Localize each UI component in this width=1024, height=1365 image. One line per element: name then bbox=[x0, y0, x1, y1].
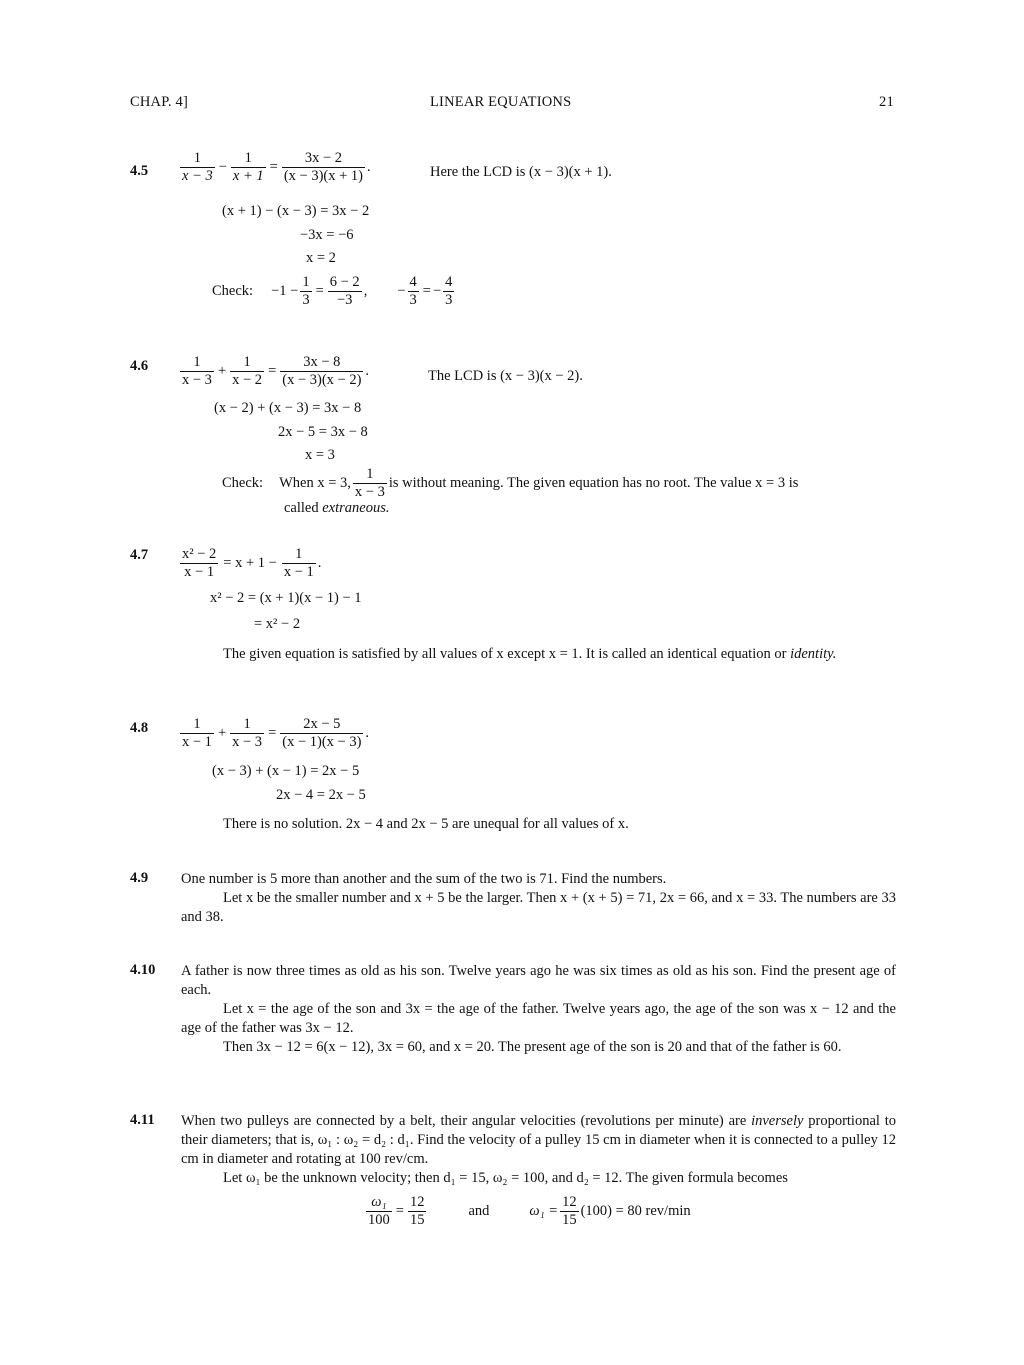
equation-4-7: $\frac{\text{x² − 2}}{x - 1}$ = x + 1 − $\frac{1}{x - 1}$ . bbox=[182, 546, 322, 580]
step-line: = x² − 2 bbox=[254, 616, 301, 632]
answer-4-9: Let x be the smaller number and x + 5 be the larger. Then x + (x + 5) = 71, 2x = 66, and x = 33. The numbers are 33 and 38. bbox=[181, 890, 896, 925]
paragraph-4-7: The given equation is satisfied by all values of x except x = 1. It is called an identical equation or identity. bbox=[223, 646, 837, 662]
step-line: x² − 2 = (x + 1)(x − 1) − 1 bbox=[210, 590, 362, 606]
problem-number-4-8: 4.8 bbox=[130, 720, 149, 736]
page-number: 21 bbox=[879, 94, 894, 110]
lcd-note-4-5: Here the LCD is (x − 3)(x + 1). bbox=[430, 164, 612, 180]
step-line: 2x − 5 = 3x − 8 bbox=[278, 424, 368, 440]
fraction: $\frac{1}{x - 3}$ bbox=[182, 150, 213, 184]
problem-number-4-5: 4.5 bbox=[130, 163, 149, 179]
equation-4-8: $\frac{1}{x - 1}$ + $\frac{1}{x - 3}$ = $\frac{2x - 5}{(x - 1)(x - 3)}$ . bbox=[182, 716, 370, 750]
step-line: (x − 2) + (x − 3) = 3x − 8 bbox=[214, 400, 362, 416]
check-4-5: Check: −1 − $\frac{1}{3}$ = $\frac{6 - 2}{-3}$ , − $\frac{4}{3}$ = − $\frac{4}{3}$ bbox=[212, 274, 453, 308]
answer-4-10-a: Let x = the age of the son and 3x = the age of the father. Twelve years ago, the age of the son was x − 12 and the age of the father was 3x − 12. bbox=[181, 1001, 896, 1036]
problem-number-4-7: 4.7 bbox=[130, 547, 149, 563]
equation-4-6: $\frac{1}{x - 3}$ + $\frac{1}{x - 2}$ = $\frac{3x - 8}{(x - 3)(x - 2)}$ . bbox=[182, 354, 370, 388]
running-header-title: LINEAR EQUATIONS bbox=[430, 94, 572, 110]
problem-number-4-9: 4.9 bbox=[130, 870, 149, 886]
equation-4-5: $\frac{1}{x - 3}$ − $\frac{1}{x + 1}$ = $\frac{3x - 2}{(x - 3)(x + 1)}$ . bbox=[182, 150, 371, 184]
fraction: $\frac{3x - 2}{(x - 3)(x + 1)}$ bbox=[283, 150, 364, 184]
step-line: (x − 3) + (x − 1) = 2x − 5 bbox=[212, 763, 360, 779]
step-line: x = 3 bbox=[305, 447, 335, 463]
running-header-chapter: CHAP. 4] bbox=[130, 94, 188, 110]
paragraph-4-8: There is no solution. 2x − 4 and 2x − 5 are unequal for all values of x. bbox=[223, 816, 629, 832]
question-4-11: When two pulleys are connected by a belt, their angular velocities (revolutions per minute) are inversely proportional to their diameters; that is, ω₁ : ω₂ = d₂ : d₁. Find the velocity of a pulley 15 cm in diameter when it is connected to a pulley 12 cm in diameter and rotating at 100 rev/cm. bbox=[181, 1113, 897, 1167]
step-line: x = 2 bbox=[306, 250, 336, 266]
step-line: −3x = −6 bbox=[300, 227, 354, 243]
question-4-10: A father is now three times as old as his son. Twelve years ago he was six times as old as his son. Find the present age of each. bbox=[181, 963, 896, 998]
lcd-note-4-6: The LCD is (x − 3)(x − 2). bbox=[428, 368, 583, 384]
answer-4-11: Let ω₁ be the unknown velocity; then d₁ = 15, ω₂ = 100, and d₂ = 12. The given formula becomes bbox=[223, 1170, 788, 1186]
step-line: (x + 1) − (x − 3) = 3x − 2 bbox=[222, 203, 370, 219]
problem-number-4-10: 4.10 bbox=[130, 962, 156, 978]
step-line: 2x − 4 = 2x − 5 bbox=[276, 787, 366, 803]
answer-4-10-b: Then 3x − 12 = 6(x − 12), 3x = 60, and x = 20. The present age of the son is 20 and that of the father is 60. bbox=[223, 1039, 842, 1055]
fraction: $\frac{1}{x + 1}$ bbox=[232, 150, 264, 184]
problem-number-4-11: 4.11 bbox=[130, 1112, 155, 1128]
check-4-6: Check: When x = 3, $\frac{1}{x - 3}$ is without meaning. The given equation has no root. The value x = 3 is bbox=[222, 466, 799, 500]
question-4-9: One number is 5 more than another and the sum of the two is 71. Find the numbers. bbox=[181, 871, 667, 887]
check-4-6-line2: called extraneous. bbox=[284, 500, 390, 516]
equation-4-11: $\frac{\text{ω₁}}{100}$ = $\frac{12}{15}$ and ω₁ = $\frac{12}{15}$ (100) = 80 rev/min bbox=[368, 1194, 691, 1228]
problem-number-4-6: 4.6 bbox=[130, 358, 149, 374]
